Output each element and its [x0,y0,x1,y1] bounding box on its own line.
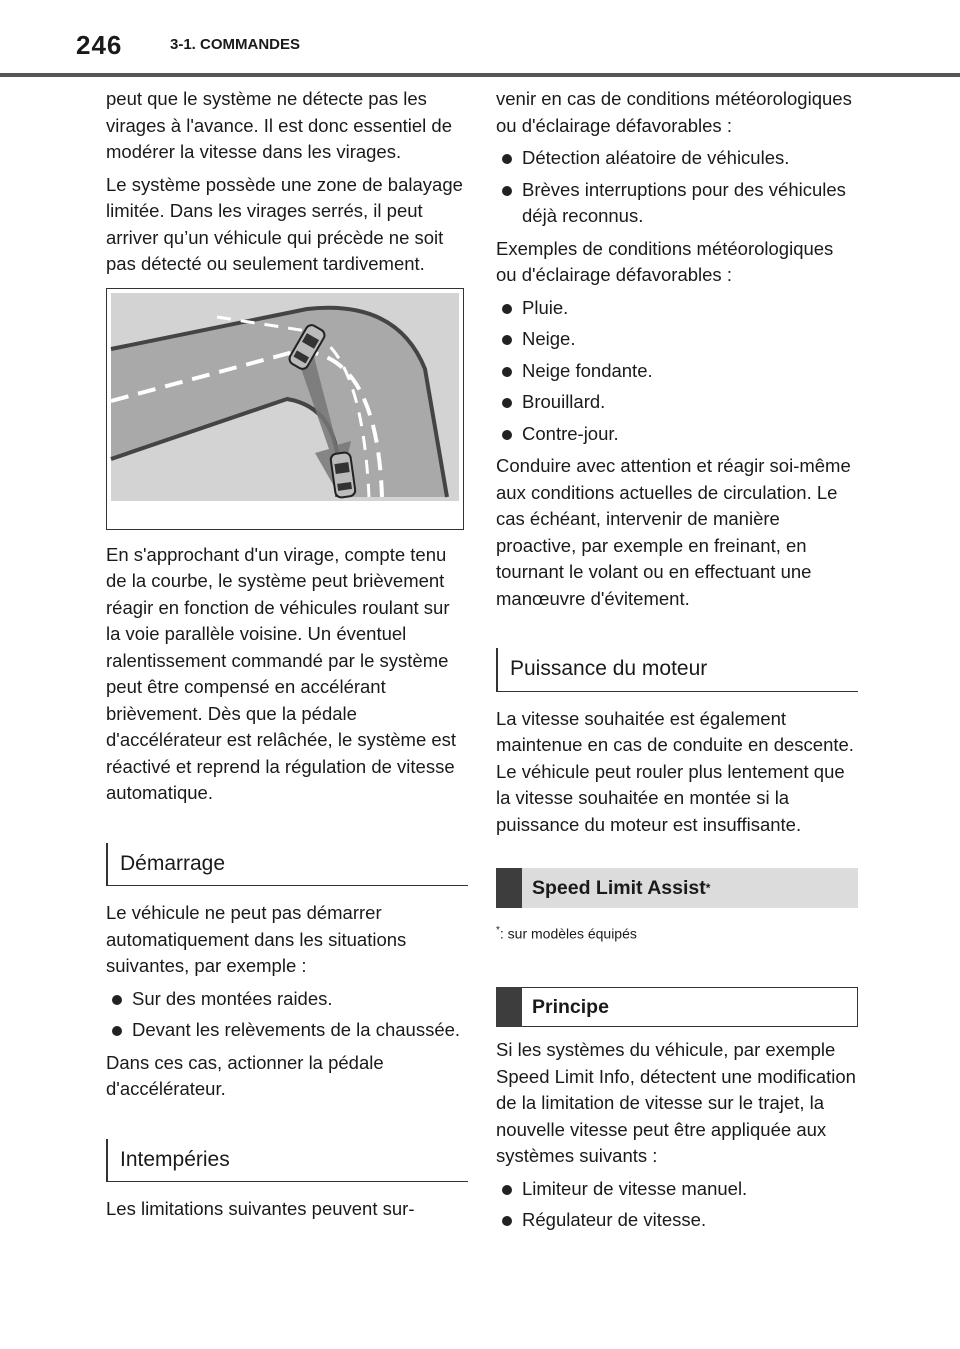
bullet-list [496,1176,858,1234]
left-column [106,86,468,1229]
paragraph: La vitesse souhaitée est également maintenue en cas de conduite en descente. Le véhicule peut rouler plus lentement que la vitesse souhaitée en montée si la puissance du moteur est insuffisante. [496,707,854,835]
footnote-mark: * [705,880,711,895]
paragraph: Les limitations suivantes peuvent sur- [106,1198,415,1219]
paragraph: Conduire avec attention et réagir soi-même aux conditions actuelles de circulation. Le cas échéant, intervenir de manière proactive, par exemple en freinant, en tournant le volant ou en effectuant une manœuvre d'évitement. [496,455,851,609]
list-item: Régulateur de vitesse. [496,1207,858,1234]
list-item: Contre-jour. [496,421,858,448]
bullet-list [106,986,468,1044]
page-number: 246 [76,30,123,60]
footnote-text: : sur modèles équipés [499,925,637,942]
right-column [496,86,858,1240]
paragraph: En s'approchant d'un virage, compte tenu de la courbe, le système peut brièvement réagir en fonction de véhicules roulant sur la voie parallèle voisine. Un éventuel ralentissement commandé par le système peut être compensé en accélérant brièvement. Dès que la pédale d'accélérateur est relâchée, le système est réactivé et reprend la régulation de vitesse automatique. [106,543,457,803]
paragraph: Le système possède une zone de balayage limitée. Dans les virages serrés, il peut arriver qu’un véhicule qui précède ne soit pas détecté ou seulement tardivement. [106,173,463,274]
list-item: Neige fondante. [496,358,858,385]
list-item: Détection aléatoire de véhicules. [496,145,858,172]
chapter-title: 3-1. COMMANDES [170,36,301,53]
curve-road-figure [106,288,464,530]
section-heading-puissance: Puissance du moteur [496,648,858,692]
paragraph: Le véhicule ne peut pas démarrer automatiquement dans les situations suivantes, par exemple : [106,902,407,976]
footnote-mark: * [496,925,500,936]
list-item: Brèves interruptions pour des véhicules déjà reconnus. [496,177,858,230]
heading-bar [496,987,522,1027]
section-heading-intemperies: Intempéries [106,1139,468,1183]
road-illustration [107,289,463,529]
paragraph: Exemples de conditions météorologiques ou d'éclairage défavorables : [496,237,834,285]
list-item: Pluie. [496,295,858,322]
header-rule [0,73,960,77]
page-header [0,0,960,78]
list-item: Brouillard. [496,389,858,416]
heading-text: Speed Limit Assist [532,876,706,899]
list-item: Neige. [496,326,858,353]
bullet-list [496,145,858,230]
paragraph: venir en cas de conditions météorologiques ou d'éclairage défavorables : [496,88,852,136]
list-item: Sur des montées raides. [106,986,468,1013]
paragraph: peut que le système ne détecte pas les virages à l'avance. Il est donc essentiel de modérer la vitesse dans les virages. [106,88,452,162]
heading-bar [496,868,522,908]
paragraph: Dans ces cas, actionner la pédale d'accélérateur. [106,1051,384,1099]
paragraph: Si les systèmes du véhicule, par exemple Speed Limit Info, détectent une modification de la limitation de vitesse sur le trajet, la nouvelle vitesse peut être appliquée aux systèmes suivants : [496,1039,856,1167]
section-heading-demarrage: Démarrage [106,843,468,887]
heading-text: Principe [522,987,858,1027]
section-heading-principe [496,987,858,1027]
list-item: Limiteur de vitesse manuel. [496,1176,858,1203]
footnote [496,918,858,947]
bullet-list [496,295,858,448]
list-item: Devant les relèvements de la chaussée. [106,1017,468,1044]
section-heading-speed-limit-assist [496,868,858,908]
